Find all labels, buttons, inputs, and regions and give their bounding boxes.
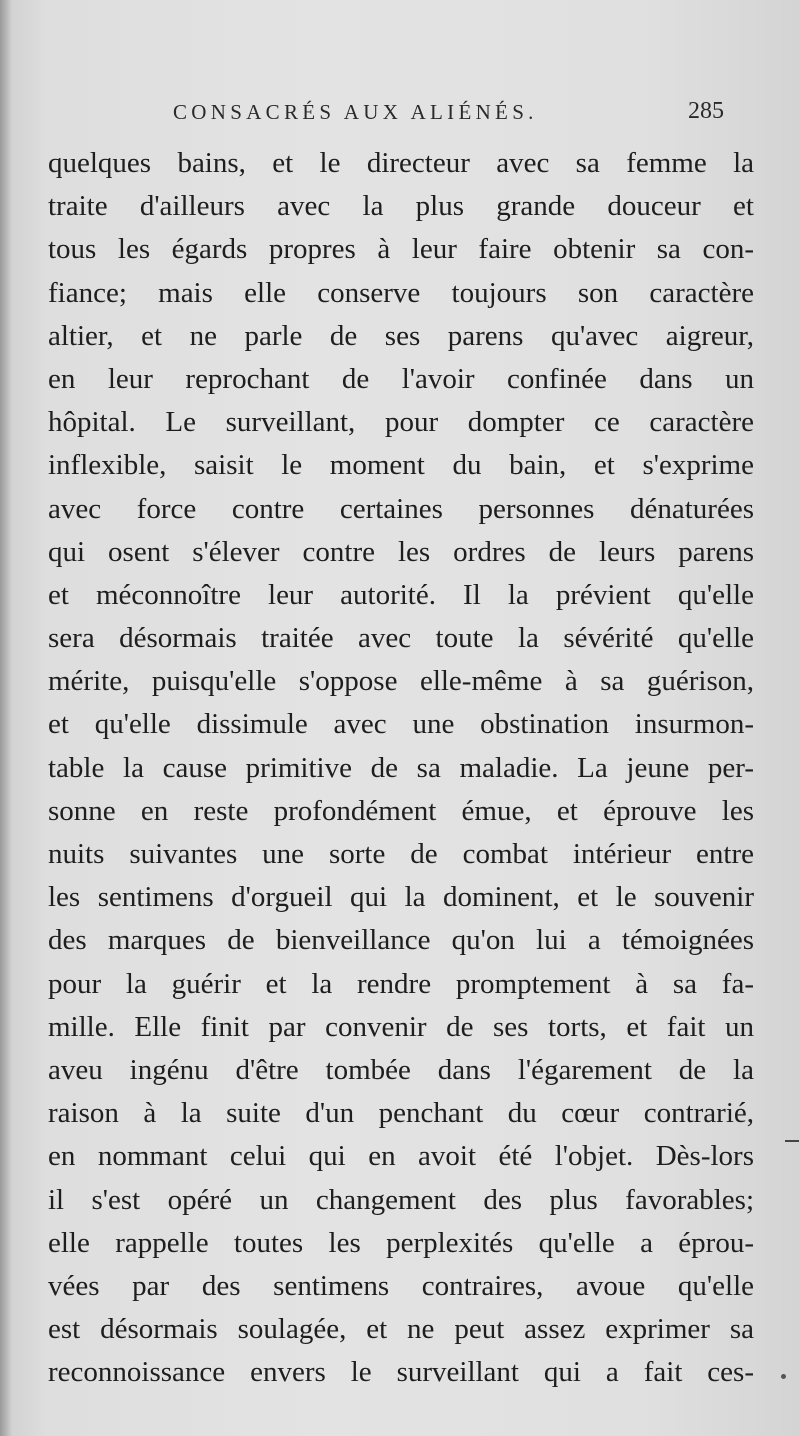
text-line: tous les égards propres à leur faire obtenir sa con- [48,233,754,266]
text-line: en nommant celui qui en avoit été l'objet. Dès-lors [48,1140,754,1173]
text-line: il s'est opéré un changement des plus favorables; [48,1183,754,1216]
text-line: mille. Elle finit par convenir de ses torts, et fait un [48,1010,754,1043]
text-line: raison à la suite d'un penchant du cœur contrarié, [48,1097,754,1130]
text-line: aveu ingénu d'être tombée dans l'égarement de la [48,1053,754,1086]
text-line: sera désormais traitée avec toute la sévérité qu'elle [48,622,754,655]
text-line: quelques bains, et le directeur avec sa femme la [48,147,754,179]
text-line: fiance; mais elle conserve toujours son caractère [48,276,754,309]
text-line: et méconnoître leur autorité. Il la prévient qu'elle [48,578,754,611]
text-line: mérite, puisqu'elle s'oppose elle-même à sa guérison, [48,665,754,698]
text-line: les sentimens d'orgueil qui la dominent, et le souvenir [48,881,754,914]
text-line: altier, et ne parle de ses parens qu'avec aigreur, [48,319,754,352]
text-line: reconnoissance envers le surveillant qui a fait ces- [48,1356,754,1389]
margin-mark [785,1140,799,1142]
page-number: 285 [688,98,724,124]
text-line: pour la guérir et la rendre promptement à sa fa- [48,967,754,1000]
text-line: elle rappelle toutes les perplexités qu'elle a éprou- [48,1226,754,1259]
text-line: avec force contre certaines personnes dénaturées [48,492,754,525]
text-line: des marques de bienveillance qu'on lui a témoignées [48,924,754,957]
text-line: qui osent s'élever contre les ordres de leurs parens [48,535,754,568]
text-line: en leur reprochant de l'avoir confinée dans un [48,362,754,395]
text-line: nuits suivantes une sorte de combat intérieur entre [48,838,754,870]
page-gutter-shadow [0,0,12,1436]
text-line: et qu'elle dissimule avec une obstination insurmon- [48,708,754,741]
text-line: table la cause primitive de sa maladie. La jeune per- [48,751,754,784]
text-line: hôpital. Le surveillant, pour dompter ce caractère [48,406,754,439]
running-head: CONSACRÉS AUX ALIÉNÉS. [173,100,538,124]
page-header [0,96,800,136]
text-line: vées par des sentimens contraires, avoue qu'elle [48,1269,754,1302]
text-line: sonne en reste profondément émue, et éprouve les [48,794,754,827]
text-line: inflexible, saisit le moment du bain, et s'exprime [48,449,754,482]
body-text [48,142,754,1394]
text-line: est désormais soulagée, et ne peut assez exprimer sa [48,1313,754,1346]
margin-dot [781,1374,786,1379]
text-line: traite d'ailleurs avec la plus grande douceur et [48,190,754,223]
